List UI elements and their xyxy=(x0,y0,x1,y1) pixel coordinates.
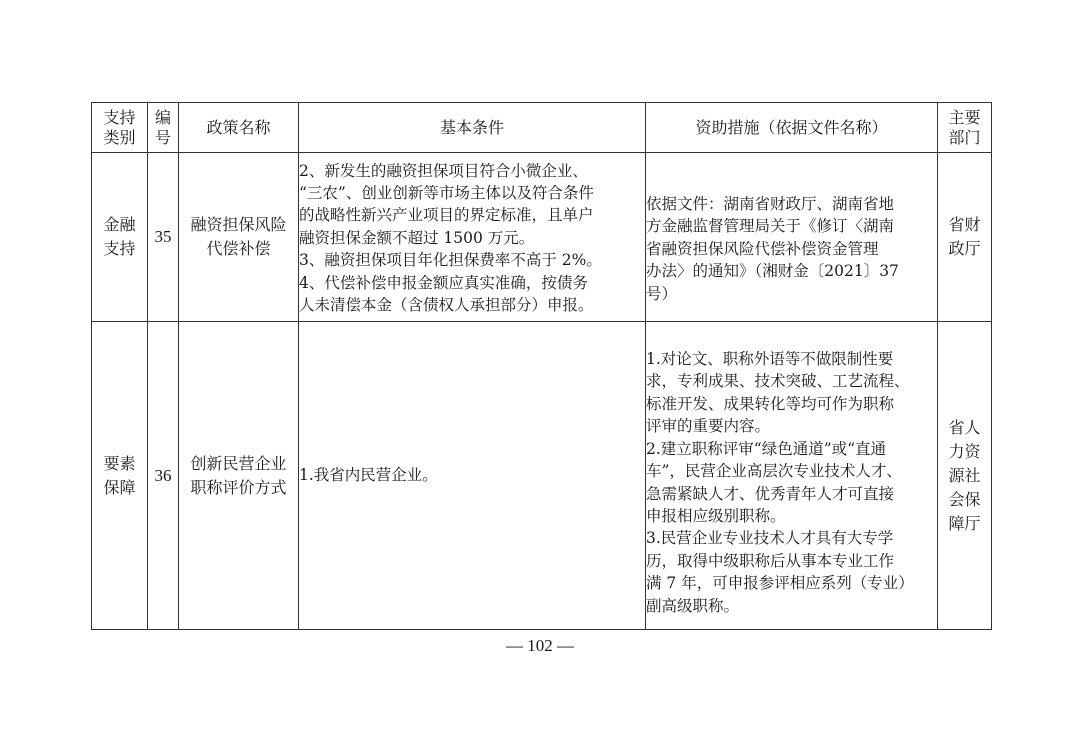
row-36-department-line-5: 障厅 xyxy=(948,513,981,533)
header-number-line-2: 号 xyxy=(154,127,171,147)
row-36-department-line-1: 省人 xyxy=(948,417,981,437)
row-35-conditions xyxy=(299,153,646,322)
header-category-line-1: 支持 xyxy=(103,107,136,127)
row-36-measures-line-2: 求，专利成果、技术突破、工艺流程、 xyxy=(646,372,910,391)
row-36-department-line-3: 源社 xyxy=(948,465,981,485)
header-category-line-2: 类别 xyxy=(103,127,136,147)
row-36-measures-line-5: 2.建立职称评审“绿色通道”或“直通 xyxy=(646,439,887,458)
row-36-conditions xyxy=(299,322,646,630)
header-basic-conditions: 基本条件 xyxy=(299,103,646,153)
row-36-measures-line-6: 车”，民营企业高层次专业技术人才、 xyxy=(646,462,902,481)
row-36-number: 36 xyxy=(148,322,179,630)
row-35-measures-line-3: 省融资担保风险代偿补偿资金管理 xyxy=(646,239,879,258)
row-36-measures-line-12: 副高级职称。 xyxy=(646,596,740,615)
row-36-measures-line-10: 历，取得中级职称后从事本专业工作 xyxy=(646,551,895,570)
table-row xyxy=(92,153,992,322)
row-35-department xyxy=(938,153,992,322)
row-36-category-line-1: 要素 xyxy=(103,453,136,473)
table-row xyxy=(92,322,992,630)
row-36-policy-name-line-1: 创新民营企业 xyxy=(190,453,287,473)
row-35-conditions-line-4: 融资担保金额不超过 1500 万元。 xyxy=(299,228,535,247)
header-number xyxy=(148,103,179,153)
row-35-department-line-1: 省财 xyxy=(948,215,981,234)
header-department-line-2: 部门 xyxy=(948,127,981,147)
row-35-number: 35 xyxy=(148,153,179,322)
row-36-measures-line-1: 1.对论文、职称外语等不做限制性要 xyxy=(646,350,894,369)
header-measures: 资助措施（依据文件名称） xyxy=(646,103,938,153)
row-35-policy-name-line-1: 融资担保风险 xyxy=(190,215,287,234)
row-36-measures-line-3: 标准开发、成果转化等均可作为职称 xyxy=(646,394,895,413)
row-36-measures-line-4: 评审的重要内容。 xyxy=(646,417,771,436)
row-35-category xyxy=(92,153,148,322)
row-35-policy-name-line-2: 代偿补偿 xyxy=(206,239,271,258)
row-35-conditions-line-2: “三农”、创业创新等市场主体以及符合条件 xyxy=(299,183,594,202)
row-35-measures xyxy=(646,153,938,322)
row-36-conditions-line-1: 1.我省内民营企业。 xyxy=(299,466,438,485)
row-36-measures-line-7: 急需紧缺人才、优秀青年人才可直接 xyxy=(646,484,895,503)
row-36-category-line-2: 保障 xyxy=(103,477,136,497)
page-number: — 102 — xyxy=(506,636,574,655)
row-35-conditions-line-3: 的战略性新兴产业项目的界定标准，且单户 xyxy=(299,206,594,225)
row-36-category xyxy=(92,322,148,630)
row-36-measures-line-9: 3.民营企业专业技术人才具有大专学 xyxy=(646,529,894,548)
row-36-measures xyxy=(646,322,938,630)
row-36-department xyxy=(938,322,992,630)
row-36-policy-name-line-2: 职称评价方式 xyxy=(190,477,287,497)
row-35-conditions-line-1: 2、新发生的融资担保项目符合小微企业、 xyxy=(299,161,588,180)
header-department xyxy=(938,103,992,153)
row-35-measures-line-5: 号） xyxy=(646,284,678,303)
row-35-category-line-1: 金融 xyxy=(103,215,136,234)
row-36-department-line-2: 力资 xyxy=(948,441,981,461)
row-35-conditions-line-5: 3、融资担保项目年化担保费率不高于 2%。 xyxy=(299,251,602,270)
row-36-measures-line-8: 申报相应级别职称。 xyxy=(646,506,786,525)
row-35-department-line-2: 政厅 xyxy=(948,239,981,258)
row-36-department-line-4: 会保 xyxy=(948,489,981,509)
row-35-measures-line-1: 依据文件：湖南省财政厅、湖南省地 xyxy=(646,194,895,213)
header-department-line-1: 主要 xyxy=(948,107,981,127)
header-category xyxy=(92,103,148,153)
row-35-measures-line-2: 方金融监督管理局关于《修订〈湖南 xyxy=(646,217,895,236)
row-36-policy-name xyxy=(179,322,299,630)
row-35-category-line-2: 支持 xyxy=(103,239,136,258)
row-36-measures-line-11: 满 7 年，可申报参评相应系列（专业） xyxy=(646,574,914,593)
header-number-line-1: 编 xyxy=(154,107,171,127)
policy-table xyxy=(91,102,992,630)
header-policy-name: 政策名称 xyxy=(179,103,299,153)
row-35-conditions-line-6: 4、代偿补偿申报金额应真实准确，按债务 xyxy=(299,273,588,292)
row-35-policy-name xyxy=(179,153,299,322)
table-header-row xyxy=(92,103,992,153)
row-35-conditions-line-7: 人未清偿本金（含债权人承担部分）申报。 xyxy=(299,296,594,315)
row-35-measures-line-4: 办法〉的通知》（湘财金〔2021〕37 xyxy=(646,262,899,281)
